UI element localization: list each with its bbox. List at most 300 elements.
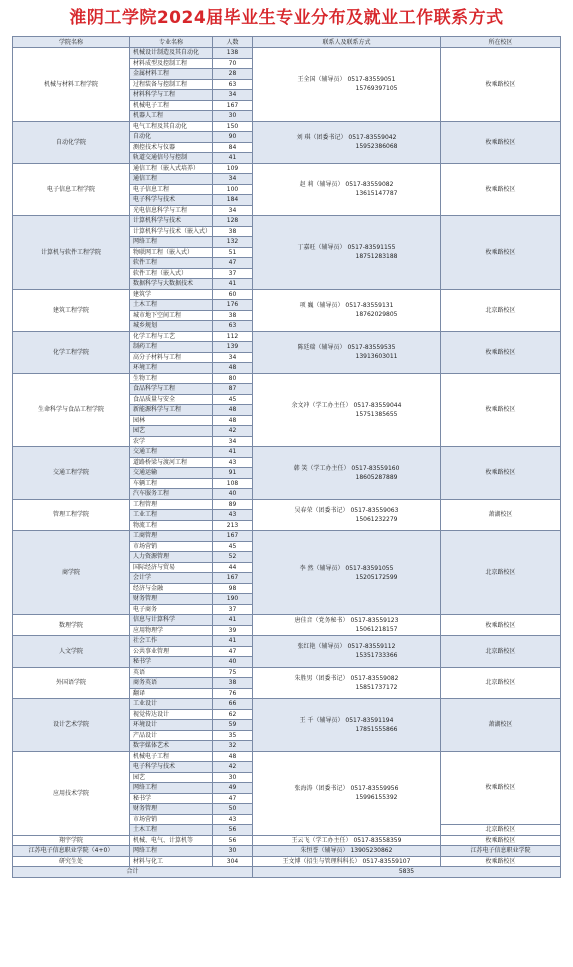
total-count: 5835: [253, 867, 561, 878]
contact-mobile: 15061218157: [355, 626, 398, 633]
college-name-cell: 江苏电子信息职业学院（4+0）: [13, 846, 130, 857]
college-name-cell: 化学工程学院: [13, 331, 130, 373]
contact-cell: [253, 48, 441, 122]
college-name-cell: 商学院: [13, 531, 130, 615]
student-count-cell: 34: [213, 90, 253, 101]
major-name-cell: 工商管理: [130, 531, 213, 542]
student-count-cell: 49: [213, 783, 253, 794]
contact-name: 张红艳（辅导员）: [297, 643, 346, 651]
contact-mobile: 18605287889: [355, 473, 398, 481]
student-count-cell: 43: [213, 510, 253, 521]
major-name-cell: 计算机科学与技术: [130, 216, 213, 227]
campus-cell: 枚乘路校区: [441, 373, 561, 447]
campus-cell: 萧湖校区: [441, 499, 561, 531]
major-name-cell: 机械电子工程: [130, 751, 213, 762]
contact-line: [254, 716, 439, 725]
student-count-cell: 42: [213, 426, 253, 437]
header-campus: 所在校区: [441, 37, 561, 48]
major-name-cell: 通信工程（嵌入式培养）: [130, 163, 213, 174]
major-name-cell: 环境工程: [130, 363, 213, 374]
header-count: 人数: [213, 37, 253, 48]
campus-cell: 枚乘路校区: [441, 163, 561, 216]
major-name-cell: 翻译: [130, 688, 213, 699]
table-row: [13, 447, 561, 458]
table-row: [13, 48, 561, 59]
major-name-cell: 生物工程: [130, 373, 213, 384]
contact-name: 赵 莉（辅导员）: [299, 181, 344, 189]
student-count-cell: 48: [213, 751, 253, 762]
table-row: [13, 289, 561, 300]
table-row: [13, 499, 561, 510]
college-name-cell: 人文学院: [13, 636, 130, 668]
major-name-cell: 农学: [130, 436, 213, 447]
contact-mobile: 13913603011: [355, 353, 398, 360]
major-name-cell: 材料成型及控制工程: [130, 58, 213, 69]
major-name-cell: 园林: [130, 415, 213, 426]
student-count-cell: 87: [213, 384, 253, 395]
student-count-cell: 41: [213, 447, 253, 458]
contact-cell: [253, 667, 441, 699]
major-name-cell: 工业设计: [130, 699, 213, 710]
contact-cell: [253, 121, 441, 163]
student-count-cell: 84: [213, 142, 253, 153]
table-row: [13, 331, 561, 342]
major-name-cell: 网络工程: [130, 846, 213, 857]
contact-mobile: 18762029805: [355, 311, 398, 318]
contact-name: 王全国（辅导员）: [297, 76, 346, 84]
contact-mobile: 15851737172: [355, 683, 398, 691]
major-name-cell: 秘书学: [130, 657, 213, 668]
college-name-cell: 设计艺术学院: [13, 699, 130, 752]
major-name-cell: 交通工程: [130, 447, 213, 458]
header-college: 学院名称: [13, 37, 130, 48]
student-count-cell: 89: [213, 499, 253, 510]
contact-cell: [253, 499, 441, 531]
contact-phone: 0517-83559082: [350, 674, 399, 682]
contact-cell: 王文博（招生与管理科科长） 0517-83559107: [253, 856, 441, 867]
contact-name: 陈廷瑞（辅导员）: [297, 344, 346, 351]
table-row: [13, 373, 561, 384]
contact-mobile: 17851555866: [355, 725, 398, 733]
major-name-cell: 物流工程: [130, 520, 213, 531]
student-count-cell: 56: [213, 835, 253, 846]
major-name-cell: 园艺: [130, 772, 213, 783]
major-name-cell: 物联网工程（嵌入式）: [130, 247, 213, 258]
contact-cell: [253, 289, 441, 331]
student-count-cell: 63: [213, 321, 253, 332]
student-count-cell: 138: [213, 48, 253, 59]
student-count-cell: 47: [213, 646, 253, 657]
student-count-cell: 76: [213, 688, 253, 699]
student-count-cell: 91: [213, 468, 253, 479]
student-count-cell: 167: [213, 531, 253, 542]
major-name-cell: 产品设计: [130, 730, 213, 741]
student-count-cell: 75: [213, 667, 253, 678]
major-name-cell: 制药工程: [130, 342, 213, 353]
major-name-cell: 信息与计算科学: [130, 615, 213, 626]
contact-phone: 0517-83559956: [350, 785, 399, 792]
contact-cell: [253, 615, 441, 636]
major-name-cell: 食品质量与安全: [130, 394, 213, 405]
campus-cell: 北京路校区: [441, 531, 561, 615]
campus-cell: 北京路校区: [441, 636, 561, 668]
college-name-cell: 研究生处: [13, 856, 130, 867]
major-name-cell: 城乡规划: [130, 321, 213, 332]
major-name-cell: 化学工程与工艺: [130, 331, 213, 342]
student-count-cell: 43: [213, 457, 253, 468]
table-header-row: [13, 37, 561, 48]
major-name-cell: 城市地下空间工程: [130, 310, 213, 321]
contact-line: [254, 784, 439, 793]
student-count-cell: 139: [213, 342, 253, 353]
major-name-cell: 计算机科学与技术（嵌入式）: [130, 226, 213, 237]
contact-phone: 0517-83559044: [353, 401, 402, 409]
employment-contact-table: [12, 36, 561, 878]
major-name-cell: 经济与金融: [130, 583, 213, 594]
major-name-cell: 交通运输: [130, 468, 213, 479]
contact-line: [254, 243, 439, 252]
table-row: [13, 667, 561, 678]
contact-mobile: 15751385655: [355, 410, 398, 418]
student-count-cell: 34: [213, 352, 253, 363]
table-row: [13, 121, 561, 132]
student-count-cell: 59: [213, 720, 253, 731]
student-count-cell: 34: [213, 205, 253, 216]
contact-cell: [253, 163, 441, 216]
contact-name: 项 巍（辅导员）: [299, 302, 344, 309]
college-name-cell: 建筑工程学院: [13, 289, 130, 331]
student-count-cell: 44: [213, 562, 253, 573]
student-count-cell: 38: [213, 678, 253, 689]
campus-cell: 萧湖校区: [441, 699, 561, 752]
total-label: 合计: [13, 867, 253, 878]
table-row: [13, 216, 561, 227]
contact-mobile: 15769397105: [355, 85, 398, 93]
contact-line: [254, 75, 439, 84]
major-name-cell: 公共事业管理: [130, 646, 213, 657]
major-name-cell: 材料与化工: [130, 856, 213, 867]
contact-mobile: 18751283188: [355, 253, 398, 261]
major-name-cell: 轨道交通信号与控制: [130, 153, 213, 164]
campus-cell: 枚乘路校区: [441, 751, 561, 825]
campus-cell: 枚乘路校区: [441, 856, 561, 867]
college-name-cell: 外国语学院: [13, 667, 130, 699]
major-name-cell: 机械、电气、计算机等: [130, 835, 213, 846]
major-name-cell: 光电信息科学与工程: [130, 205, 213, 216]
campus-cell: 枚乘路校区: [441, 331, 561, 373]
major-name-cell: 数字媒体艺术: [130, 741, 213, 752]
contact-phone: 0517-83591055: [345, 564, 394, 572]
contact-cell: [253, 373, 441, 447]
campus-cell: 北京路校区: [441, 667, 561, 699]
table-row: [13, 615, 561, 626]
contact-cell: [253, 216, 441, 290]
college-name-cell: 计算机与软件工程学院: [13, 216, 130, 290]
college-name-cell: 翔宇学院: [13, 835, 130, 846]
major-name-cell: 财务管理: [130, 804, 213, 815]
student-count-cell: 90: [213, 132, 253, 143]
student-count-cell: 35: [213, 730, 253, 741]
major-name-cell: 电子科学与技术: [130, 762, 213, 773]
table-row: [13, 699, 561, 710]
student-count-cell: 41: [213, 279, 253, 290]
student-count-cell: 30: [213, 772, 253, 783]
campus-cell: 枚乘路校区: [441, 447, 561, 500]
contact-line: [254, 343, 439, 352]
contact-line: [254, 401, 439, 410]
major-name-cell: 社会工作: [130, 636, 213, 647]
student-count-cell: 51: [213, 247, 253, 258]
campus-cell: 北京路校区: [441, 825, 561, 836]
contact-name: 吴春荣（团委书记）: [294, 506, 349, 514]
major-name-cell: 环境设计: [130, 720, 213, 731]
major-name-cell: 汽车服务工程: [130, 489, 213, 500]
contact-mobile: 15205172599: [355, 573, 398, 581]
contact-line: [254, 301, 439, 310]
student-count-cell: 128: [213, 216, 253, 227]
student-count-cell: 39: [213, 625, 253, 636]
contact-name: 王 千（辅导员）: [299, 716, 344, 724]
page-title: 淮阴工学院2024届毕业生专业分布及就业工作联系方式: [69, 8, 504, 28]
contact-cell: 王云飞（学工办主任） 0517-83558359: [253, 835, 441, 846]
contact-phone: 0517-83559042: [348, 134, 397, 141]
header-major: 专业名称: [130, 37, 213, 48]
major-name-cell: 过程装备与控制工程: [130, 79, 213, 90]
contact-phone: 0517-83591194: [345, 716, 394, 724]
student-count-cell: 184: [213, 195, 253, 206]
contact-line: [254, 564, 439, 573]
contact-line: [254, 464, 439, 473]
major-name-cell: 电气工程及其自动化: [130, 121, 213, 132]
contact-phone: 0517-83591155: [347, 244, 396, 252]
contact-phone: 0517-83559131: [345, 302, 394, 309]
student-count-cell: 108: [213, 478, 253, 489]
contact-name: 李 然（辅导员）: [299, 564, 344, 572]
student-count-cell: 37: [213, 604, 253, 615]
table-body: [13, 48, 561, 878]
major-name-cell: 电子科学与技术: [130, 195, 213, 206]
college-name-cell: 电子信息工程学院: [13, 163, 130, 216]
student-count-cell: 28: [213, 69, 253, 80]
contact-phone: 0517-83559123: [350, 617, 399, 624]
student-count-cell: 100: [213, 184, 253, 195]
student-count-cell: 40: [213, 489, 253, 500]
table-row: [13, 636, 561, 647]
major-name-cell: 网络工程: [130, 783, 213, 794]
major-name-cell: 秘书学: [130, 793, 213, 804]
college-name-cell: 交通工程学院: [13, 447, 130, 500]
student-count-cell: 41: [213, 615, 253, 626]
contact-phone: 0517-83559535: [347, 344, 396, 351]
college-name-cell: 应用技术学院: [13, 751, 130, 835]
student-count-cell: 45: [213, 394, 253, 405]
major-name-cell: 机器人工程: [130, 111, 213, 122]
contact-cell: [253, 699, 441, 752]
student-count-cell: 48: [213, 415, 253, 426]
major-name-cell: 车辆工程: [130, 478, 213, 489]
student-count-cell: 40: [213, 657, 253, 668]
student-count-cell: 70: [213, 58, 253, 69]
contact-cell: [253, 751, 441, 835]
student-count-cell: 132: [213, 237, 253, 248]
student-count-cell: 176: [213, 300, 253, 311]
student-count-cell: 41: [213, 153, 253, 164]
contact-mobile: 15952386068: [355, 143, 398, 150]
major-name-cell: 工业工程: [130, 510, 213, 521]
table-row: [13, 835, 561, 846]
major-name-cell: 数据科学与大数据技术: [130, 279, 213, 290]
contact-cell: [253, 447, 441, 500]
student-count-cell: 30: [213, 846, 253, 857]
contact-name: 韩 笑（学工办主任）: [293, 464, 350, 472]
contact-cell: [253, 636, 441, 668]
college-name-cell: 自动化学院: [13, 121, 130, 163]
contact-phone: 0517-83559063: [350, 506, 399, 514]
contact-line: [254, 180, 439, 189]
student-count-cell: 109: [213, 163, 253, 174]
major-name-cell: 人力资源管理: [130, 552, 213, 563]
major-name-cell: 测控技术与仪器: [130, 142, 213, 153]
total-row: [13, 867, 561, 878]
contact-phone: 0517-83559160: [351, 464, 400, 472]
major-name-cell: 食品科学与工程: [130, 384, 213, 395]
student-count-cell: 43: [213, 814, 253, 825]
major-name-cell: 建筑学: [130, 289, 213, 300]
table-row: [13, 531, 561, 542]
student-count-cell: 34: [213, 174, 253, 185]
student-count-cell: 42: [213, 762, 253, 773]
major-name-cell: 应用物理学: [130, 625, 213, 636]
student-count-cell: 62: [213, 709, 253, 720]
student-count-cell: 190: [213, 594, 253, 605]
student-count-cell: 41: [213, 636, 253, 647]
contact-mobile: 15351733366: [355, 652, 398, 660]
contact-phone: 0517-83559082: [345, 181, 394, 189]
major-name-cell: 通信工程: [130, 174, 213, 185]
college-name-cell: 生命科学与食品工程学院: [13, 373, 130, 447]
major-name-cell: 软件工程: [130, 258, 213, 269]
major-name-cell: 软件工程（嵌入式）: [130, 268, 213, 279]
college-name-cell: 数理学院: [13, 615, 130, 636]
student-count-cell: 47: [213, 793, 253, 804]
major-name-cell: 商务英语: [130, 678, 213, 689]
campus-cell: 枚乘路校区: [441, 216, 561, 290]
major-name-cell: 网络工程: [130, 237, 213, 248]
contact-name: 余文冲（学工办主任）: [291, 401, 352, 409]
contact-name: 丁嘉旺（辅导员）: [297, 244, 346, 252]
major-name-cell: 电子商务: [130, 604, 213, 615]
student-count-cell: 66: [213, 699, 253, 710]
student-count-cell: 167: [213, 573, 253, 584]
contact-mobile: 15061232279: [355, 515, 398, 523]
student-count-cell: 167: [213, 100, 253, 111]
contact-mobile: 15996155392: [355, 794, 398, 801]
table-row: [13, 751, 561, 762]
student-count-cell: 48: [213, 405, 253, 416]
student-count-cell: 32: [213, 741, 253, 752]
major-name-cell: 会计学: [130, 573, 213, 584]
contact-name: 唐佳音（党务秘书）: [294, 617, 349, 624]
header-contact: 联系人及联系方式: [253, 37, 441, 48]
contact-line: [254, 642, 439, 651]
contact-phone: 0517-83559112: [347, 643, 396, 651]
major-name-cell: 土木工程: [130, 300, 213, 311]
student-count-cell: 50: [213, 804, 253, 815]
contact-cell: 朱恒誉（辅导员） 13905230862: [253, 846, 441, 857]
contact-line: [254, 133, 439, 142]
contact-phone: 0517-83559051: [347, 76, 396, 84]
student-count-cell: 98: [213, 583, 253, 594]
student-count-cell: 30: [213, 111, 253, 122]
major-name-cell: 市场营销: [130, 814, 213, 825]
student-count-cell: 37: [213, 268, 253, 279]
major-name-cell: 材料科学与工程: [130, 90, 213, 101]
student-count-cell: 56: [213, 825, 253, 836]
major-name-cell: 土木工程: [130, 825, 213, 836]
campus-cell: 枚乘路校区: [441, 835, 561, 846]
contact-cell: [253, 331, 441, 373]
campus-cell: 枚乘路校区: [441, 121, 561, 163]
student-count-cell: 213: [213, 520, 253, 531]
student-count-cell: 48: [213, 363, 253, 374]
major-name-cell: 视觉传达设计: [130, 709, 213, 720]
major-name-cell: 国际经济与贸易: [130, 562, 213, 573]
campus-cell: 江苏电子信息职业学院: [441, 846, 561, 857]
table-row: [13, 163, 561, 174]
contact-name: 朱胜男（团委书记）: [294, 674, 349, 682]
student-count-cell: 52: [213, 552, 253, 563]
major-name-cell: 工程管理: [130, 499, 213, 510]
student-count-cell: 38: [213, 310, 253, 321]
table-row: [13, 846, 561, 857]
student-count-cell: 60: [213, 289, 253, 300]
contact-cell: [253, 531, 441, 615]
major-name-cell: 金属材料工程: [130, 69, 213, 80]
major-name-cell: 园艺: [130, 426, 213, 437]
major-name-cell: 英语: [130, 667, 213, 678]
major-name-cell: 新能源科学与工程: [130, 405, 213, 416]
contact-line: [254, 674, 439, 683]
major-name-cell: 财务管理: [130, 594, 213, 605]
contact-name: 张海涛（团委书记）: [294, 785, 349, 792]
contact-line: [254, 616, 439, 625]
campus-cell: 枚乘路校区: [441, 48, 561, 122]
major-name-cell: 市场营销: [130, 541, 213, 552]
student-count-cell: 45: [213, 541, 253, 552]
student-count-cell: 304: [213, 856, 253, 867]
contact-name: 刘 琪（团委书记）: [296, 134, 347, 141]
contact-line: [254, 506, 439, 515]
contact-mobile: 13615147787: [355, 190, 398, 198]
college-name-cell: 机械与材料工程学院: [13, 48, 130, 122]
major-name-cell: 自动化: [130, 132, 213, 143]
major-name-cell: 机械电子工程: [130, 100, 213, 111]
student-count-cell: 150: [213, 121, 253, 132]
student-count-cell: 47: [213, 258, 253, 269]
campus-cell: 枚乘路校区: [441, 615, 561, 636]
major-name-cell: 高分子材料与工程: [130, 352, 213, 363]
table-row: [13, 856, 561, 867]
major-name-cell: 电子信息工程: [130, 184, 213, 195]
major-name-cell: 机械设计制造及其自动化: [130, 48, 213, 59]
student-count-cell: 112: [213, 331, 253, 342]
college-name-cell: 管理工程学院: [13, 499, 130, 531]
campus-cell: 北京路校区: [441, 289, 561, 331]
student-count-cell: 80: [213, 373, 253, 384]
student-count-cell: 63: [213, 79, 253, 90]
student-count-cell: 38: [213, 226, 253, 237]
major-name-cell: 道路桥梁与渡河工程: [130, 457, 213, 468]
